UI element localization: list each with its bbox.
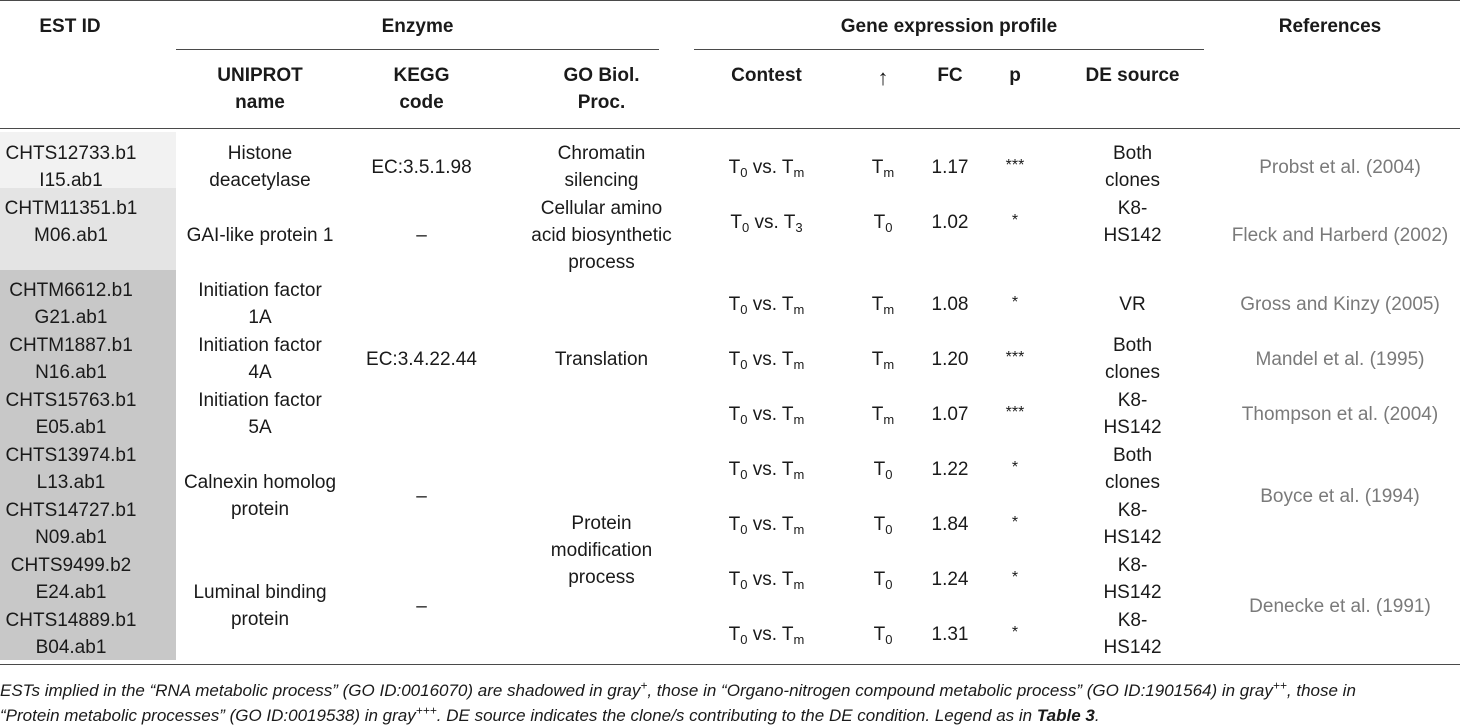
up-t: T bbox=[871, 157, 884, 178]
cell-line: 4A bbox=[248, 362, 272, 383]
contest bbox=[704, 291, 829, 318]
cell-line: HS142 bbox=[1103, 527, 1162, 548]
contest-sub-1: 0 bbox=[740, 165, 748, 180]
contest bbox=[704, 154, 829, 181]
up-regulated bbox=[858, 621, 908, 648]
cell-line: K8- bbox=[1117, 610, 1148, 631]
fold-change: 1.84 bbox=[931, 514, 969, 535]
contest-t: T bbox=[728, 294, 741, 315]
up-regulated bbox=[858, 456, 908, 483]
contest-t: T bbox=[728, 157, 741, 178]
fold-change: 1.07 bbox=[931, 404, 969, 425]
fold-change: 1.17 bbox=[931, 157, 969, 178]
up-regulated bbox=[858, 566, 908, 593]
cell-line: Both bbox=[1112, 335, 1153, 356]
gene-expression-rule bbox=[694, 49, 1204, 50]
contest bbox=[704, 566, 829, 593]
cell-line: protein bbox=[230, 609, 290, 630]
header-est-id: EST ID bbox=[39, 16, 101, 37]
kegg-code: – bbox=[416, 225, 427, 246]
de-source bbox=[1060, 195, 1205, 249]
est-id bbox=[0, 442, 142, 496]
uniprot-name bbox=[176, 277, 344, 331]
up-sub: m bbox=[883, 165, 895, 180]
cell-line: GAI-like protein 1 bbox=[186, 225, 334, 246]
contest-vs: vs. T bbox=[747, 624, 794, 645]
contest-t: T bbox=[728, 459, 741, 480]
go-process bbox=[499, 510, 704, 591]
cell-line: process bbox=[568, 567, 635, 588]
reference: Denecke et al. (1991) bbox=[1249, 596, 1431, 617]
est-id bbox=[0, 277, 142, 331]
contest bbox=[704, 456, 829, 483]
contest-sub-1: 0 bbox=[740, 632, 748, 647]
contest-sub-2: m bbox=[793, 357, 805, 372]
reference: Fleck and Harberd (2002) bbox=[1231, 225, 1449, 246]
est-id bbox=[0, 607, 142, 661]
contest bbox=[704, 209, 829, 236]
reference: Probst et al. (2004) bbox=[1259, 157, 1421, 178]
de-source bbox=[1060, 332, 1205, 386]
cell-line: N16.ab1 bbox=[35, 362, 107, 383]
cell-line: modification bbox=[550, 540, 653, 561]
contest-sub-2: m bbox=[793, 522, 805, 537]
up-sub: m bbox=[883, 357, 895, 372]
enzyme-rule bbox=[176, 49, 659, 50]
table-bottom-rule bbox=[0, 664, 1460, 665]
cell-line: K8- bbox=[1117, 198, 1148, 219]
header-references: References bbox=[1278, 16, 1382, 37]
up-sub: m bbox=[883, 412, 895, 427]
header-contest: Contest bbox=[731, 65, 802, 86]
up-regulated bbox=[858, 154, 908, 181]
de-source bbox=[1060, 552, 1205, 606]
uniprot-name bbox=[176, 387, 344, 441]
contest-vs: vs. T bbox=[747, 514, 794, 535]
p-value: * bbox=[1011, 294, 1019, 311]
cell-line: Initiation factor bbox=[198, 335, 322, 356]
cell-line: CHTM6612.b1 bbox=[9, 280, 133, 301]
uniprot-name bbox=[176, 579, 344, 633]
fold-change: 1.08 bbox=[931, 294, 969, 315]
table-footnote: ESTs implied in the “RNA metabolic process” (GO ID:0016070) are shadowed in gray+, those in “Organo-nitrogen compound metabolic process” (GO ID:1901564) in gray++, those in “Protein metabolic processes” (GO ID:0019538) in gray+++. DE source indicates the clone/s contributing to the DE condition. Legend as in Table 3. bbox=[0, 678, 1356, 725]
contest-sub-2: m bbox=[793, 467, 805, 482]
go-process bbox=[499, 346, 704, 373]
cell-line: protein bbox=[230, 499, 290, 520]
contest-sub-2: 3 bbox=[795, 220, 803, 235]
p-value: *** bbox=[1005, 404, 1025, 421]
cell-line: 5A bbox=[248, 417, 272, 438]
est-id bbox=[0, 332, 142, 386]
cell-line: acid biosynthetic bbox=[531, 225, 672, 246]
header-kegg: KEGG code bbox=[393, 65, 450, 113]
contest-sub-1: 0 bbox=[740, 467, 748, 482]
cell-line: 1A bbox=[248, 307, 272, 328]
p-value: * bbox=[1011, 459, 1019, 476]
fold-change: 1.02 bbox=[931, 212, 969, 233]
cell-line: K8- bbox=[1117, 555, 1148, 576]
cell-line: deacetylase bbox=[209, 170, 311, 191]
reference: Mandel et al. (1995) bbox=[1255, 349, 1425, 370]
de-source bbox=[1060, 387, 1205, 441]
contest-sub-1: 0 bbox=[742, 220, 750, 235]
cell-line: clones bbox=[1105, 170, 1160, 191]
up-t: T bbox=[873, 569, 886, 590]
up-sub: 0 bbox=[885, 467, 893, 482]
contest bbox=[704, 511, 829, 538]
top-rule bbox=[0, 0, 1460, 1]
p-value: *** bbox=[1005, 349, 1025, 366]
cell-line: silencing bbox=[564, 170, 639, 191]
cell-line: M06.ab1 bbox=[34, 225, 108, 246]
up-t: T bbox=[873, 212, 886, 233]
contest-sub-1: 0 bbox=[740, 577, 748, 592]
cell-line: CHTS9499.b2 bbox=[10, 555, 132, 576]
reference: Boyce et al. (1994) bbox=[1260, 486, 1420, 507]
est-id bbox=[0, 552, 142, 606]
cell-line: process bbox=[568, 252, 635, 273]
est-id bbox=[0, 195, 142, 249]
up-t: T bbox=[871, 404, 884, 425]
fold-change: 1.22 bbox=[931, 459, 969, 480]
contest-sub-2: m bbox=[793, 632, 805, 647]
contest-t: T bbox=[730, 212, 743, 233]
cell-line: Chromatin bbox=[557, 143, 646, 164]
up-sub: m bbox=[883, 302, 895, 317]
contest-t: T bbox=[728, 569, 741, 590]
kegg-code: EC:3.5.1.98 bbox=[371, 157, 472, 178]
contest-vs: vs. T bbox=[747, 459, 794, 480]
fold-change: 1.20 bbox=[931, 349, 969, 370]
fold-change: 1.24 bbox=[931, 569, 969, 590]
uniprot-name bbox=[176, 469, 344, 523]
uniprot-name bbox=[176, 332, 344, 386]
cell-line: CHTS14727.b1 bbox=[5, 500, 137, 521]
contest-vs: vs. T bbox=[749, 212, 796, 233]
cell-line: HS142 bbox=[1103, 417, 1162, 438]
p-value: * bbox=[1011, 212, 1019, 229]
contest bbox=[704, 621, 829, 648]
de-source bbox=[1060, 607, 1205, 661]
uniprot-name bbox=[176, 222, 344, 249]
cell-line: Initiation factor bbox=[198, 280, 322, 301]
kegg-code: EC:3.4.22.44 bbox=[366, 349, 477, 370]
header-bottom-rule bbox=[0, 128, 1460, 129]
up-sub: 0 bbox=[885, 522, 893, 537]
cell-line: CHTS14889.b1 bbox=[5, 610, 137, 631]
cell-line: CHTM11351.b1 bbox=[4, 198, 138, 219]
contest-sub-2: m bbox=[793, 412, 805, 427]
cell-line: E05.ab1 bbox=[35, 417, 107, 438]
cell-line: Translation bbox=[554, 349, 649, 370]
up-regulated bbox=[858, 346, 908, 373]
p-value: * bbox=[1011, 514, 1019, 531]
cell-line: HS142 bbox=[1103, 225, 1162, 246]
cell-line: Calnexin homolog bbox=[183, 472, 337, 493]
contest-sub-2: m bbox=[793, 577, 805, 592]
cell-line: VR bbox=[1119, 294, 1146, 315]
up-regulated bbox=[858, 291, 908, 318]
up-t: T bbox=[871, 349, 884, 370]
cell-line: CHTM1887.b1 bbox=[9, 335, 133, 356]
go-process bbox=[499, 140, 704, 194]
cell-line: K8- bbox=[1117, 390, 1148, 411]
cell-line: Initiation factor bbox=[198, 390, 322, 411]
cell-line: Cellular amino bbox=[540, 198, 663, 219]
header-go: GO Biol. Proc. bbox=[563, 65, 640, 113]
contest-vs: vs. T bbox=[747, 569, 794, 590]
contest-t: T bbox=[728, 624, 741, 645]
p-value: * bbox=[1011, 569, 1019, 586]
table-3-link[interactable]: Table 3 bbox=[1036, 706, 1095, 725]
header-enzyme: Enzyme bbox=[381, 16, 454, 37]
header-up-arrow: ↑ bbox=[877, 65, 889, 90]
est-id bbox=[0, 387, 142, 441]
up-regulated bbox=[858, 209, 908, 236]
up-t: T bbox=[873, 624, 886, 645]
contest bbox=[704, 401, 829, 428]
de-source bbox=[1060, 497, 1205, 551]
cell-line: Both bbox=[1112, 143, 1153, 164]
cell-line: G21.ab1 bbox=[34, 307, 108, 328]
cell-line: E24.ab1 bbox=[35, 582, 107, 603]
up-regulated bbox=[858, 401, 908, 428]
up-sub: 0 bbox=[885, 577, 893, 592]
cell-line: B04.ab1 bbox=[35, 637, 107, 658]
up-sub: 0 bbox=[885, 632, 893, 647]
contest-vs: vs. T bbox=[747, 294, 794, 315]
kegg-code: – bbox=[416, 486, 427, 507]
cell-line: I15.ab1 bbox=[39, 170, 103, 191]
up-t: T bbox=[873, 514, 886, 535]
p-value: *** bbox=[1005, 157, 1025, 174]
fold-change: 1.31 bbox=[931, 624, 969, 645]
est-id bbox=[0, 497, 142, 551]
contest-sub-1: 0 bbox=[740, 302, 748, 317]
contest-vs: vs. T bbox=[747, 349, 794, 370]
contest-vs: vs. T bbox=[747, 157, 794, 178]
est-id bbox=[0, 140, 142, 194]
contest-vs: vs. T bbox=[747, 404, 794, 425]
cell-line: CHTS15763.b1 bbox=[5, 390, 137, 411]
go-process bbox=[499, 195, 704, 276]
de-source bbox=[1060, 291, 1205, 318]
cell-line: L13.ab1 bbox=[36, 472, 106, 493]
cell-line: Luminal binding bbox=[193, 582, 327, 603]
header-de-source: DE source bbox=[1085, 65, 1180, 86]
contest-t: T bbox=[728, 349, 741, 370]
p-value: * bbox=[1011, 624, 1019, 641]
cell-line: Both bbox=[1112, 445, 1153, 466]
cell-line: HS142 bbox=[1103, 637, 1162, 658]
header-p: p bbox=[1009, 65, 1021, 86]
contest-sub-1: 0 bbox=[740, 412, 748, 427]
contest-sub-2: m bbox=[793, 302, 805, 317]
reference: Gross and Kinzy (2005) bbox=[1240, 294, 1440, 315]
contest-sub-1: 0 bbox=[740, 522, 748, 537]
de-source bbox=[1060, 140, 1205, 194]
de-source bbox=[1060, 442, 1205, 496]
contest-sub-1: 0 bbox=[740, 357, 748, 372]
cell-line: clones bbox=[1105, 362, 1160, 383]
cell-line: CHTS13974.b1 bbox=[5, 445, 137, 466]
kegg-code: – bbox=[416, 596, 427, 617]
up-t: T bbox=[871, 294, 884, 315]
cell-line: Protein bbox=[571, 513, 632, 534]
up-sub: 0 bbox=[885, 220, 893, 235]
reference: Thompson et al. (2004) bbox=[1241, 404, 1439, 425]
cell-line: CHTS12733.b1 bbox=[5, 143, 137, 164]
up-regulated bbox=[858, 511, 908, 538]
cell-line: Histone bbox=[227, 143, 293, 164]
header-uniprot: UNIPROT name bbox=[217, 65, 303, 113]
contest-t: T bbox=[728, 514, 741, 535]
contest bbox=[704, 346, 829, 373]
cell-line: clones bbox=[1105, 472, 1160, 493]
up-t: T bbox=[873, 459, 886, 480]
header-fc: FC bbox=[937, 65, 963, 86]
contest-t: T bbox=[728, 404, 741, 425]
contest-sub-2: m bbox=[793, 165, 805, 180]
uniprot-name bbox=[176, 140, 344, 194]
cell-line: K8- bbox=[1117, 500, 1148, 521]
cell-line: N09.ab1 bbox=[35, 527, 107, 548]
header-gene-expression: Gene expression profile bbox=[840, 16, 1058, 37]
cell-line: HS142 bbox=[1103, 582, 1162, 603]
